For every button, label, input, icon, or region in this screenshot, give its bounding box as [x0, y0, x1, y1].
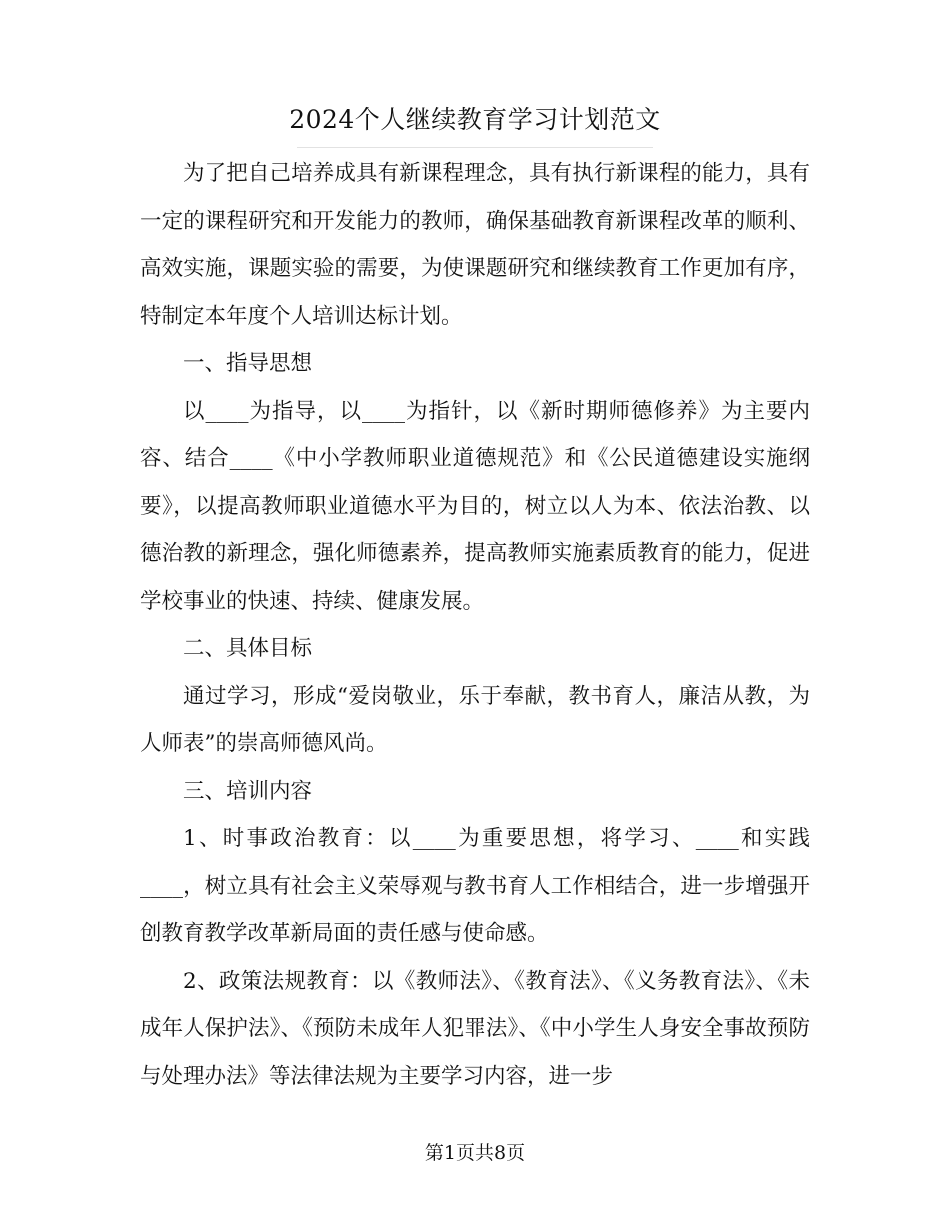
paragraph-policy-regulations: 2、政策法规教育：以《教师法》、《教育法》、《义务教育法》、《未成年人保护法》、《预防未成年人犯罪法》、《中小学生人身安全事故预防与处理办法》等法律法规为主要学习内容，进一步 — [140, 968, 810, 1089]
paragraph-current-affairs: 1、时事政治教育：以____为重要思想，将学习、____和实践____，树立具有社会主义荣辱观与教书育人工作相结合，进一步增强开创教育教学改革新局面的责任感与使命感。 — [140, 826, 810, 946]
title-divider — [297, 147, 653, 148]
page-number: 第1页共8页 — [424, 1142, 526, 1164]
heading-guiding-ideology: 一、指导思想 — [183, 351, 313, 376]
heading-specific-goals: 二、具体目标 — [183, 636, 313, 661]
document-body — [140, 150, 810, 1100]
paragraph-intro: 为了把自己培养成具有新课程理念，具有执行新课程的能力，具有一定的课程研究和开发能力的教师，确保基础教育新课程改革的顺利、高效实施，课题实验的需要，为使课题研究和继续教育工作更加有序，特制定本年度个人培训达标计划。 — [140, 161, 810, 329]
heading-training-content: 三、培训内容 — [183, 778, 313, 804]
paragraph-guiding-ideology: 以____为指导，以____为指针，以《新时期师德修养》为主要内容、结合____《中小学教师职业道德规范》和《公民道德建设实施纲要》，以提高教师职业道德水平为目的，树立以人为本、依法治教、以德治教的新理念，强化师德素养，提高教师实施素质教育的能力，促进学校事业的快速、持续、健康发展。 — [140, 398, 810, 614]
paragraph-specific-goals: 通过学习，形成“爱岗敬业，乐于奉献，教书育人，廉洁从教，为人师表”的崇高师德风尚。 — [140, 683, 810, 756]
document-title: 2024个人继续教育学习计划范文 — [289, 105, 661, 134]
